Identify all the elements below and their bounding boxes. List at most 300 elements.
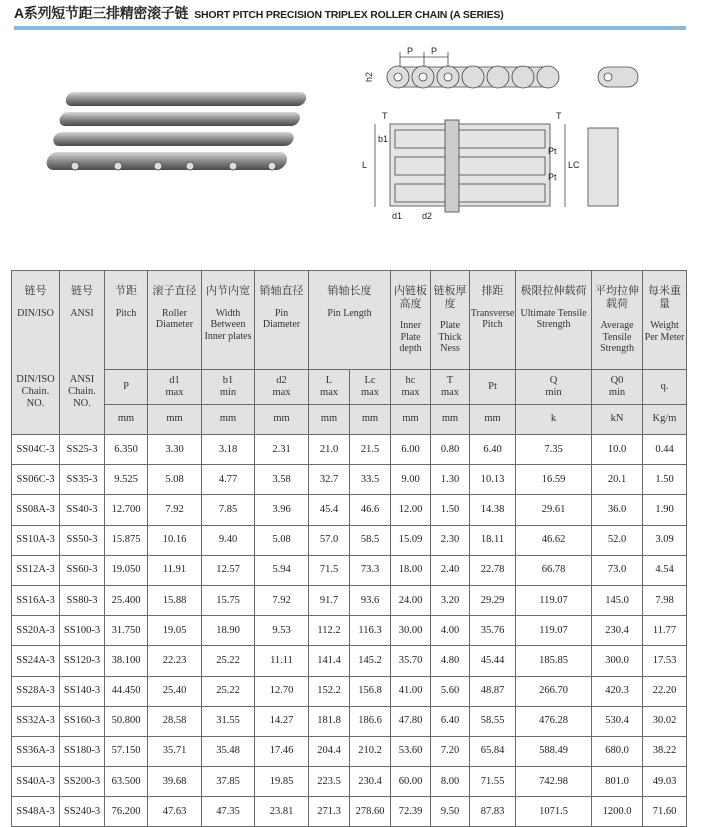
table-cell: 6.350 [105,435,148,465]
table-cell: 181.8 [309,706,350,736]
table-cell: 119.07 [516,585,592,615]
table-cell: 45.4 [309,495,350,525]
table-cell: 530.4 [592,706,643,736]
header-unit: mm [148,405,202,435]
table-cell: 87.83 [470,797,516,827]
table-cell: 145.0 [592,585,643,615]
header-symbol [202,370,255,405]
table-cell: 15.75 [202,585,255,615]
table-cell: SS12A-3 [12,555,60,585]
header-unit: Kg/m [643,405,687,435]
symbol: d2 [276,374,287,386]
limit: max [360,387,380,398]
table-cell: 16.59 [516,465,592,495]
header-cell [309,271,391,370]
header-unit: kN [592,405,643,435]
table-cell: 19.05 [148,616,202,646]
top-view [390,120,618,212]
table-cell: 1.50 [643,465,687,495]
limit: max [319,387,339,398]
symbol: hc [405,374,416,386]
table-cell: 278.60 [350,797,391,827]
table-cell: SS20A-3 [12,616,60,646]
table-cell: 3.18 [202,435,255,465]
header-chinese: 链号 [24,285,47,297]
table-cell: 25.22 [202,676,255,706]
table-cell: SS36A-3 [12,736,60,766]
header-chinese: 链板厚度 [433,285,467,310]
limit: max [440,387,460,398]
header-english: Width Between Inner plates [204,307,252,342]
table-cell: SS10A-3 [12,525,60,555]
header-row-symbols [12,370,687,405]
header-row-units [12,405,687,435]
chain-technical-drawing [350,42,650,227]
header-english: DIN/ISO [17,307,54,319]
table-cell: 223.5 [309,767,350,797]
table-cell: 18.11 [470,525,516,555]
table-cell: 46.6 [350,495,391,525]
table-cell: 14.38 [470,495,516,525]
header-symbol [516,370,592,405]
chain-photo [40,80,310,190]
table-cell: SS120-3 [60,646,105,676]
table-cell: 6.40 [470,435,516,465]
label-t: T [382,111,388,121]
header-symbol [309,370,350,405]
table-cell: 20.1 [592,465,643,495]
table-header [12,271,687,435]
table-cell: 141.4 [309,646,350,676]
table-cell: 38.22 [643,736,687,766]
header-unit: mm [431,405,470,435]
table-cell: 185.85 [516,646,592,676]
table-cell: 14.27 [255,706,309,736]
table-cell: 71.60 [643,797,687,827]
header-symbol [643,370,687,405]
table-cell: SS240-3 [60,797,105,827]
table-cell: 35.70 [391,646,431,676]
table-cell: 8.00 [431,767,470,797]
table-cell: 1071.5 [516,797,592,827]
table-cell: 152.2 [309,676,350,706]
table-cell: 0.80 [431,435,470,465]
label-l: L [362,160,368,170]
table-cell: 25.400 [105,585,148,615]
table-cell: 7.85 [202,495,255,525]
table-cell: 47.63 [148,797,202,827]
table-cell: SS50-3 [60,525,105,555]
table-row [12,555,687,585]
header-cell [148,271,202,370]
header-english: Ultimate Tensile Strength [520,307,587,331]
header-symbol [105,370,148,405]
table-cell: SS180-3 [60,736,105,766]
title-underline [14,26,686,30]
table-cell: 3.30 [148,435,202,465]
table-body [12,435,687,827]
header-unit: mm [309,405,350,435]
table-cell: 7.98 [643,585,687,615]
table-row [12,525,687,555]
header-chinese: 节距 [115,285,137,297]
header-cell [60,271,105,370]
table-row [12,616,687,646]
symbol: P [123,380,129,392]
table-cell: 742.98 [516,767,592,797]
header-english: Roller Diameter [155,307,194,331]
header-symbol [391,370,431,405]
header-chinese: 内链板高度 [394,285,428,310]
limit: max [165,387,184,398]
table-cell: SS16A-3 [12,585,60,615]
table-cell: 24.00 [391,585,431,615]
header-cell [202,271,255,370]
header-english: Average Tensile Strength [600,320,634,355]
table-cell: 36.0 [592,495,643,525]
table-cell: SS25-3 [60,435,105,465]
header-cell [105,271,148,370]
table-cell: 18.00 [391,555,431,585]
table-cell: 116.3 [350,616,391,646]
table-cell: SS60-3 [60,555,105,585]
header-unit: mm [202,405,255,435]
table-cell: 28.58 [148,706,202,736]
table-cell: SS04C-3 [12,435,60,465]
table-cell: 4.80 [431,646,470,676]
header-cell [255,271,309,370]
table-cell: 15.09 [391,525,431,555]
table-cell: 25.22 [202,646,255,676]
header-chinese: 极限拉伸载荷 [520,285,587,297]
table-cell: 30.00 [391,616,431,646]
table-cell: 19.85 [255,767,309,797]
header-english: Pin Length [327,307,372,319]
header-chinese: 排距 [481,285,504,297]
table-cell: 5.08 [255,525,309,555]
limit: max [272,387,291,398]
table-cell: SS28A-3 [12,676,60,706]
table-cell: 22.20 [643,676,687,706]
table-cell: 11.91 [148,555,202,585]
label-p-2: P [431,46,438,56]
limit: min [608,387,626,398]
table-cell: SS40A-3 [12,767,60,797]
table-cell: 7.20 [431,736,470,766]
table-cell: 5.60 [431,676,470,706]
table-cell: 210.2 [350,736,391,766]
header-unit: mm [391,405,431,435]
label-h2: h2 [364,71,374,82]
table-row [12,676,687,706]
header-chinese: 链号 [71,285,93,297]
table-cell: 588.49 [516,736,592,766]
table-cell: 5.08 [148,465,202,495]
table-cell: SS35-3 [60,465,105,495]
table-cell: 4.00 [431,616,470,646]
label-t-2: T [556,111,562,121]
title-english: SHORT PITCH PRECISION TRIPLEX ROLLER CHAIN (A SERIES) [194,9,504,21]
table-cell: 29.29 [470,585,516,615]
table-cell: SS08A-3 [12,495,60,525]
limit: min [545,387,562,398]
table-cell: 9.40 [202,525,255,555]
header-english: Inner Plate depth [399,320,422,355]
limit: max [401,387,420,398]
label-b1: b1 [378,134,389,144]
header-cell [12,271,60,370]
table-cell: 29.61 [516,495,592,525]
table-cell: 801.0 [592,767,643,797]
table-cell: SS140-3 [60,676,105,706]
table-cell: 48.87 [470,676,516,706]
label-pt-2: Pt [548,172,557,182]
table-cell: 9.00 [391,465,431,495]
header-chinese: 销轴直径 [259,285,304,297]
header-english: Pitch [115,307,137,319]
header-symbol [470,370,516,405]
header-symbol [148,370,202,405]
symbol: Q [549,374,558,386]
table-cell: 49.03 [643,767,687,797]
table-cell: 119.07 [516,616,592,646]
symbol: q. [660,380,669,392]
table-cell: 230.4 [592,616,643,646]
table-cell: 37.85 [202,767,255,797]
table-cell: 10.13 [470,465,516,495]
table-cell: 50.800 [105,706,148,736]
table-cell: 9.53 [255,616,309,646]
table-cell: 7.35 [516,435,592,465]
table-cell: 1.50 [431,495,470,525]
header-unit: k [516,405,592,435]
header-symbol [255,370,309,405]
table-cell: 93.6 [350,585,391,615]
table-cell: 45.44 [470,646,516,676]
table-cell: 186.6 [350,706,391,736]
table-cell: 6.00 [391,435,431,465]
table-cell: 17.46 [255,736,309,766]
header-english: Weight Per Meter [644,320,685,343]
table-cell: 10.0 [592,435,643,465]
side-view [387,66,638,88]
table-cell: 15.875 [105,525,148,555]
header-chain-no: ANSI Chain. NO. [60,370,105,435]
table-cell: SS160-3 [60,706,105,736]
table-cell: 112.2 [309,616,350,646]
table-cell: 11.77 [643,616,687,646]
table-cell: 30.02 [643,706,687,736]
table-cell: SS24A-3 [12,646,60,676]
header-cell [470,271,516,370]
table-cell: 73.3 [350,555,391,585]
table-cell: 33.5 [350,465,391,495]
label-lc: LC [568,160,580,170]
table-cell: 21.0 [309,435,350,465]
table-cell: 41.00 [391,676,431,706]
header-unit: mm [350,405,391,435]
table-cell: 47.80 [391,706,431,736]
header-cell [592,271,643,370]
table-cell: 680.0 [592,736,643,766]
table-cell: 58.55 [470,706,516,736]
table-cell: 39.68 [148,767,202,797]
table-cell: 91.7 [309,585,350,615]
table-cell: 2.40 [431,555,470,585]
table-cell: 46.62 [516,525,592,555]
table-cell: 0.44 [643,435,687,465]
table-cell: 21.5 [350,435,391,465]
header-cell [391,271,431,370]
table-row [12,646,687,676]
table-cell: 3.58 [255,465,309,495]
table-cell: 15.88 [148,585,202,615]
table-cell: 12.00 [391,495,431,525]
table-row [12,767,687,797]
header-cell [516,271,592,370]
symbol: d1 [169,374,180,386]
table-cell: 72.39 [391,797,431,827]
label-p: P [407,46,414,56]
header-symbol [431,370,470,405]
label-d2: d2 [422,211,433,221]
table-cell: 5.94 [255,555,309,585]
symbol: T [446,374,454,386]
title-chinese: A系列短节距三排精密滚子链 [14,5,189,21]
header-chinese: 每米重量 [648,285,682,310]
header-unit: mm [255,405,309,435]
table-cell: 420.3 [592,676,643,706]
table-cell: 35.76 [470,616,516,646]
table-cell: 230.4 [350,767,391,797]
table-row [12,736,687,766]
table-cell: 73.0 [592,555,643,585]
header-english: ANSI [70,307,94,319]
table-cell: 7.92 [148,495,202,525]
table-cell: 12.70 [255,676,309,706]
table-cell: 300.0 [592,646,643,676]
symbol: Lc [364,374,376,386]
table-cell: 476.28 [516,706,592,736]
header-unit: mm [105,405,148,435]
table-cell: 17.53 [643,646,687,676]
table-row [12,495,687,525]
header-english: Plate Thick Ness [438,320,462,355]
header-cell [431,271,470,370]
limit: min [219,387,237,398]
table-cell: 4.77 [202,465,255,495]
label-pt: Pt [548,146,557,156]
header-chinese: 销轴长度 [327,285,372,297]
symbol: Q0 [610,374,624,386]
table-cell: 1.30 [431,465,470,495]
table-cell: 25.40 [148,676,202,706]
table-cell: 71.55 [470,767,516,797]
table-cell: SS40-3 [60,495,105,525]
table-cell: 3.09 [643,525,687,555]
table-cell: 12.700 [105,495,148,525]
header-unit: mm [470,405,516,435]
table-cell: 2.30 [431,525,470,555]
table-cell: 57.0 [309,525,350,555]
header-chinese: 滚子直径 [152,285,197,297]
table-cell: 60.00 [391,767,431,797]
table-cell: SS06C-3 [12,465,60,495]
table-row [12,465,687,495]
table-cell: 6.40 [431,706,470,736]
table-row [12,797,687,827]
header-symbol [350,370,391,405]
page-title [14,3,504,23]
table-cell: 145.2 [350,646,391,676]
table-cell: SS100-3 [60,616,105,646]
table-cell: 71.5 [309,555,350,585]
table-cell: 65.84 [470,736,516,766]
table-cell: 9.50 [431,797,470,827]
table-cell: 19.050 [105,555,148,585]
table-cell: 66.78 [516,555,592,585]
header-english: Transverse Pitch [470,307,515,331]
table-cell: 7.92 [255,585,309,615]
header-english: Pin Diameter [262,307,301,331]
header-chinese: 平均拉伸载荷 [595,285,640,310]
table-cell: SS200-3 [60,767,105,797]
table-cell: 44.450 [105,676,148,706]
table-row [12,585,687,615]
table-cell: SS48A-3 [12,797,60,827]
table-cell: 1200.0 [592,797,643,827]
symbol: L [325,374,333,386]
table-cell: 266.70 [516,676,592,706]
table-cell: 2.31 [255,435,309,465]
table-cell: 32.7 [309,465,350,495]
table-cell: 12.57 [202,555,255,585]
symbol: Pt [488,380,497,392]
table-cell: 1.90 [643,495,687,525]
table-cell: 156.8 [350,676,391,706]
label-d1: d1 [392,211,403,221]
table-cell: 23.81 [255,797,309,827]
table-row [12,435,687,465]
table-cell: 35.71 [148,736,202,766]
table-cell: SS80-3 [60,585,105,615]
table-cell: 11.11 [255,646,309,676]
table-cell: SS32A-3 [12,706,60,736]
table-cell: 63.500 [105,767,148,797]
table-cell: 52.0 [592,525,643,555]
table-cell: 31.750 [105,616,148,646]
table-cell: 204.4 [309,736,350,766]
table-cell: 3.96 [255,495,309,525]
table-cell: 22.23 [148,646,202,676]
table-cell: 38.100 [105,646,148,676]
specification-table [11,270,687,827]
table-cell: 76.200 [105,797,148,827]
header-chinese: 内节内宽 [206,285,250,297]
table-cell: 9.525 [105,465,148,495]
table-cell: 53.60 [391,736,431,766]
table-cell: 58.5 [350,525,391,555]
table-row [12,706,687,736]
table-cell: 4.54 [643,555,687,585]
table-cell: 10.16 [148,525,202,555]
table-cell: 57.150 [105,736,148,766]
table-cell: 22.78 [470,555,516,585]
header-chain-no: DIN/ISO Chain. NO. [12,370,60,435]
table-cell: 47.35 [202,797,255,827]
header-row-names [12,271,687,370]
table-cell: 35.48 [202,736,255,766]
